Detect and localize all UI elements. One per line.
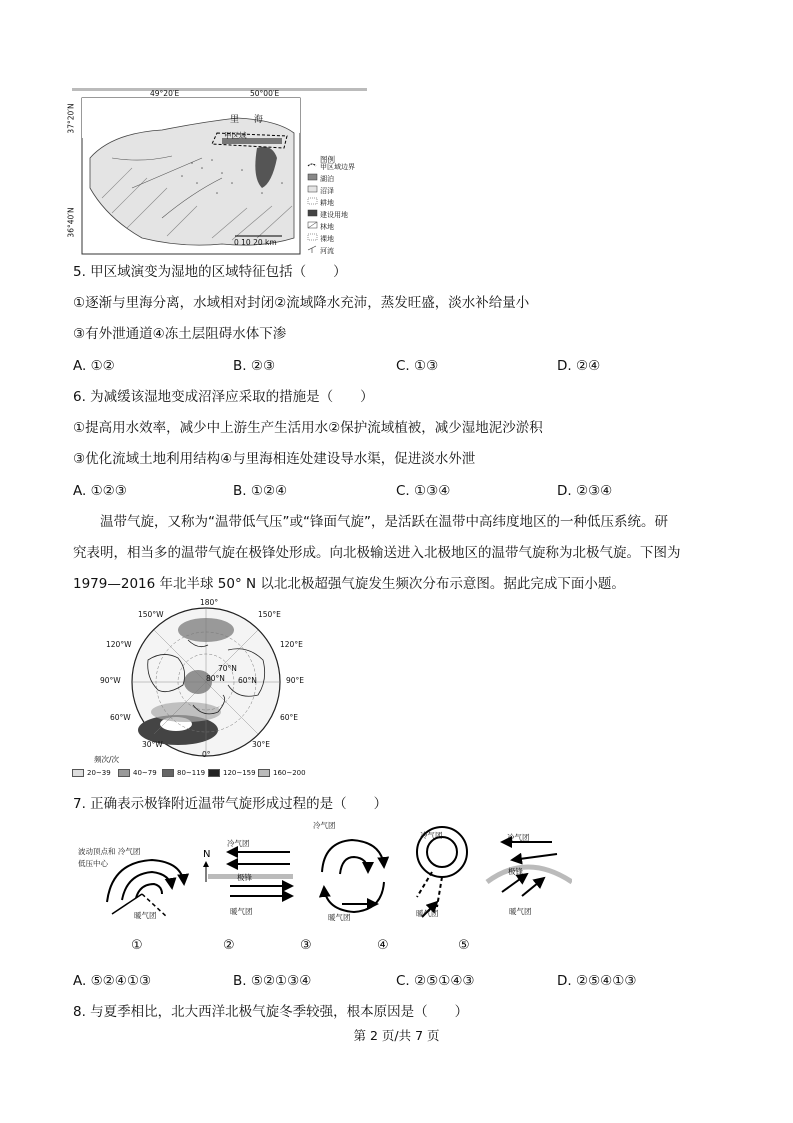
- cyclone-stages-graphic: [72, 822, 572, 962]
- q5-option-c[interactable]: C. ①③: [396, 358, 439, 374]
- stage-1-number: ①: [131, 938, 143, 953]
- q6-line2: ③优化流域土地利用结构④与里海相连处建设导水渠，促进淡水外泄: [73, 451, 476, 467]
- lon-label-2: 50°00′E: [250, 89, 280, 98]
- legend-bare: 裸地: [320, 235, 334, 243]
- q5-stem: 5. 甲区域演变为湿地的区域特征包括（ ）: [73, 264, 347, 280]
- d2-front: 极锋: [237, 873, 252, 882]
- page-footer: 第 2 页/共 7 页: [353, 1028, 440, 1043]
- scale-label: 0 10 20 km: [234, 238, 277, 247]
- freq-legend-4: 120~159: [208, 769, 256, 778]
- freq-legend-1: 20~39: [72, 769, 111, 778]
- legend-title: 图例: [320, 155, 335, 164]
- d5-warm: 暖气团: [509, 907, 532, 916]
- d5-cold: 冷气团: [507, 833, 530, 842]
- stage-3-number: ③: [300, 938, 312, 953]
- q7-option-d[interactable]: D. ②⑤④①③: [557, 973, 637, 989]
- freq-legend-5: 160~200: [258, 769, 306, 778]
- q6-stem: 6. 为减缓该湿地变成沼泽应采取的措施是（ ）: [73, 389, 374, 405]
- d1-label-top: 波动顶点和 冷气团: [78, 847, 141, 856]
- q6-option-b[interactable]: B. ①②④: [233, 483, 288, 499]
- label-30e: 30°E: [252, 740, 271, 749]
- passage-line2: 究表明，相当多的温带气旋在极锋处形成。向北极输送进入北极地区的温带气旋称为北极气旋。下图为: [73, 545, 681, 561]
- label-60e: 60°E: [280, 713, 299, 722]
- d2-cold: 冷气团: [227, 839, 250, 848]
- legend-farmland: 耕地: [320, 199, 334, 207]
- d3-cold: 冷气团: [313, 821, 336, 830]
- legend-river: 河流: [320, 247, 334, 255]
- q5-line2: ③有外泄通道④冻土层阻碍水体下渗: [73, 326, 287, 342]
- polar-map-graphic: [88, 600, 318, 760]
- lat-label-1: 37°20′N: [66, 103, 76, 134]
- label-60w: 60°W: [110, 713, 131, 722]
- q7-option-c[interactable]: C. ②⑤①④③: [396, 973, 475, 989]
- wetland-map: [66, 88, 372, 258]
- stage-5-number: ⑤: [458, 938, 470, 953]
- label-0: 0°: [202, 750, 211, 759]
- d3-warm: 暖气团: [328, 913, 351, 922]
- label-180: 180°: [200, 598, 219, 607]
- q5-line1: ①逐渐与里海分离，水域相对封闭②流域降水充沛，蒸发旺盛，淡水补给量小: [73, 295, 530, 311]
- d1-label-mid: 低压中心: [78, 859, 108, 868]
- d4-warm: 暖气团: [416, 909, 439, 918]
- q7-option-b[interactable]: B. ⑤②①③④: [233, 973, 312, 989]
- q7-stem: 7. 正确表示极锋附近温带气旋形成过程的是（ ）: [73, 796, 388, 812]
- legend-lake: 湖泊: [320, 175, 334, 183]
- q6-option-d[interactable]: D. ②③④: [557, 483, 613, 499]
- freq-label: 频次/次: [94, 755, 120, 764]
- cyclone-stages-diagram: [72, 822, 572, 962]
- north-arrow-label: N: [203, 849, 211, 860]
- sea-label: 里 海: [230, 115, 269, 125]
- label-150w: 150°W: [138, 610, 164, 619]
- label-120w: 120°W: [106, 640, 132, 649]
- d4-cold: 冷气团: [420, 831, 443, 840]
- label-80n: 80°N: [206, 674, 225, 683]
- legend-construction: 建设用地: [320, 211, 348, 219]
- freq-legend-2: 40~79: [118, 769, 157, 778]
- lat-label-2: 36°40′N: [66, 207, 76, 238]
- legend-marsh: 沼泽: [320, 187, 334, 195]
- label-90e: 90°E: [286, 676, 305, 685]
- freq-legend-3: 80~119: [162, 769, 205, 778]
- passage-line3: 1979—2016 年北半球 50° N 以北北极超强气旋发生频次分布示意图。据此完成下面小题。: [73, 576, 625, 592]
- q8-stem: 8. 与夏季相比，北大西洋北极气旋冬季较强，根本原因是（ ）: [73, 1004, 469, 1020]
- stage-2-number: ②: [223, 938, 235, 953]
- lon-label-1: 49°20′E: [150, 89, 180, 98]
- q7-option-a[interactable]: A. ⑤②④①③: [73, 973, 152, 989]
- q5-option-b[interactable]: B. ②③: [233, 358, 276, 374]
- zone-label: 甲区域: [224, 131, 247, 140]
- wetland-map-graphic: [72, 88, 372, 258]
- passage-line1: 温带气旋，又称为“温带低气压”或“锋面气旋”，是活跃在温带中高纬度地区的一种低压系统。研: [100, 514, 668, 530]
- label-60n: 60°N: [238, 676, 257, 685]
- d2-warm: 暖气团: [230, 907, 253, 916]
- q5-option-a[interactable]: A. ①②: [73, 358, 115, 374]
- label-30w: 30°W: [142, 740, 163, 749]
- legend-boundary: 甲区域边界: [320, 163, 355, 171]
- q6-option-c[interactable]: C. ①③④: [396, 483, 451, 499]
- legend-forest: 林地: [320, 223, 334, 231]
- q5-option-d[interactable]: D. ②④: [557, 358, 601, 374]
- q6-line1: ①提高用水效率，减少中上游生产生活用水②保护流域植被，减少湿地泥沙淤积: [73, 420, 543, 436]
- stage-4-number: ④: [377, 938, 389, 953]
- label-70n: 70°N: [218, 664, 237, 673]
- label-90w: 90°W: [100, 676, 121, 685]
- label-120e: 120°E: [280, 640, 303, 649]
- d5-front: 极锋: [508, 867, 523, 876]
- q6-option-a[interactable]: A. ①②③: [73, 483, 127, 499]
- d1-warm: 暖气团: [134, 911, 157, 920]
- polar-cyclone-map: [88, 600, 318, 785]
- label-150e: 150°E: [258, 610, 281, 619]
